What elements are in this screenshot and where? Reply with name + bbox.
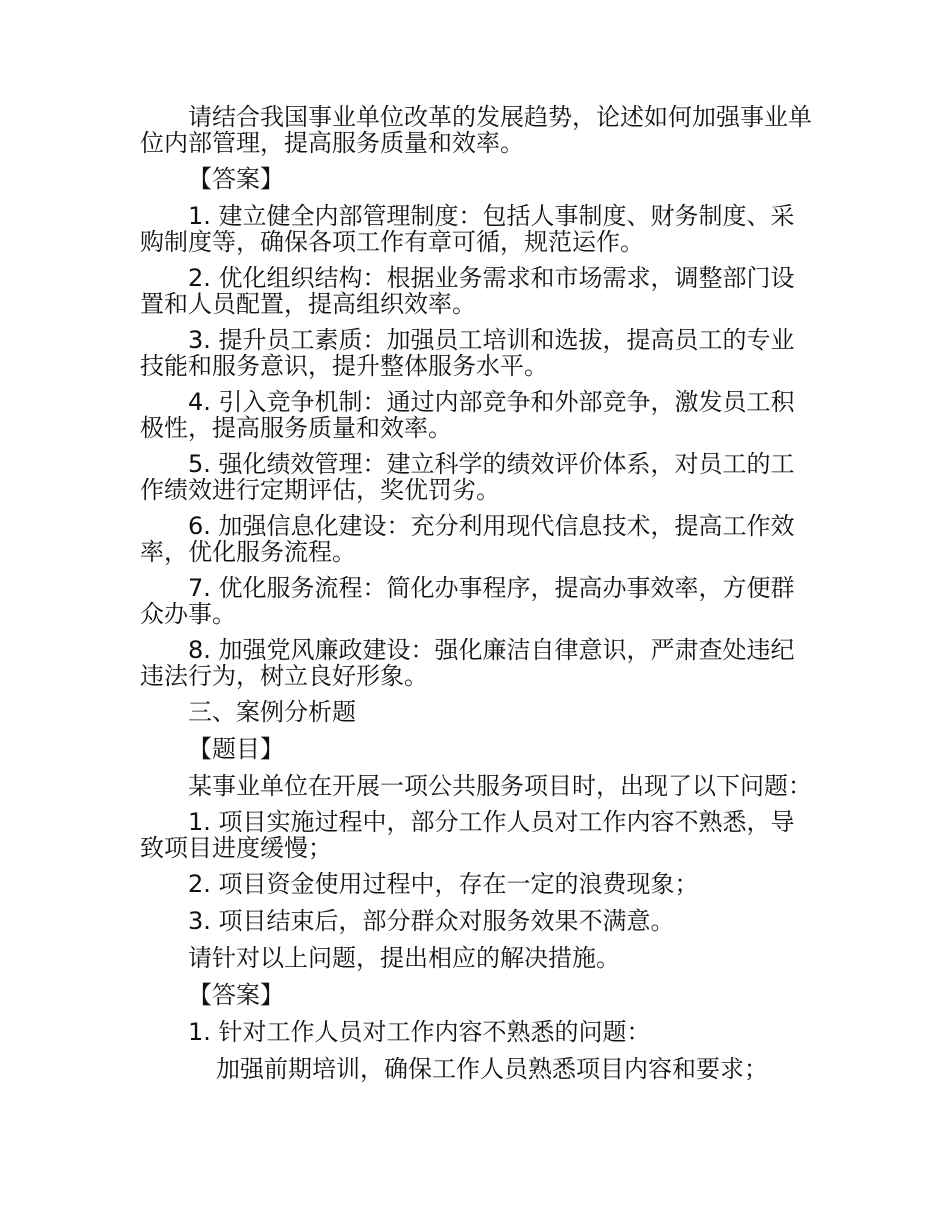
solution-item-1: 1. 针对工作人员对工作内容不熟悉的问题：	[188, 1018, 651, 1046]
case-prompt: 请针对以上问题，提出相应的解决措施。	[188, 944, 620, 972]
answer-item-5: 5. 强化绩效管理：建立科学的绩效评价体系，对员工的工作绩效进行定期评估，奖优罚劣。	[140, 450, 795, 504]
question-heading: 【题目】	[188, 735, 284, 763]
case-problem-1: 1. 项目实施过程中，部分工作人员对工作内容不熟悉，导致项目进度缓慢；	[140, 808, 795, 862]
answer-heading-2: 【答案】	[188, 981, 284, 1009]
answer-item-1: 1. 建立健全内部管理制度：包括人事制度、财务制度、采购制度等，确保各项工作有章可循，规范运作。	[140, 202, 795, 256]
answer-item-4: 4. 引入竞争机制：通过内部竞争和外部竞争，激发员工积极性，提高服务质量和效率。	[140, 388, 795, 442]
answer-item-3: 3. 提升员工素质：加强员工培训和选拔，提高员工的专业技能和服务意识，提升整体服务水平。	[140, 326, 795, 380]
case-problem-2: 2. 项目资金使用过程中，存在一定的浪费现象；	[188, 870, 699, 898]
solution-detail-1: 加强前期培训，确保工作人员熟悉项目内容和要求；	[216, 1055, 768, 1083]
answer-item-7: 7. 优化服务流程：简化办事程序，提高办事效率，方便群众办事。	[140, 574, 795, 628]
case-intro: 某事业单位在开展一项公共服务项目时，出现了以下问题：	[188, 772, 812, 800]
answer-item-8: 8. 加强党风廉政建设：强化廉洁自律意识，严肃查处违纪违法行为，树立良好形象。	[140, 636, 795, 690]
document-body	[140, 104, 812, 1093]
question-text: 请结合我国事业单位改革的发展趋势，论述如何加强事业单位内部管理，提高服务质量和效率。	[140, 103, 812, 157]
answer-item-6: 6. 加强信息化建设：充分利用现代信息技术，提高工作效率，优化服务流程。	[140, 512, 795, 566]
section-heading: 三、案例分析题	[188, 698, 356, 726]
answer-item-2: 2. 优化组织结构：根据业务需求和市场需求，调整部门设置和人员配置，提高组织效率。	[140, 264, 795, 318]
answer-heading: 【答案】	[188, 165, 284, 193]
case-problem-3: 3. 项目结束后，部分群众对服务效果不满意。	[188, 907, 675, 935]
